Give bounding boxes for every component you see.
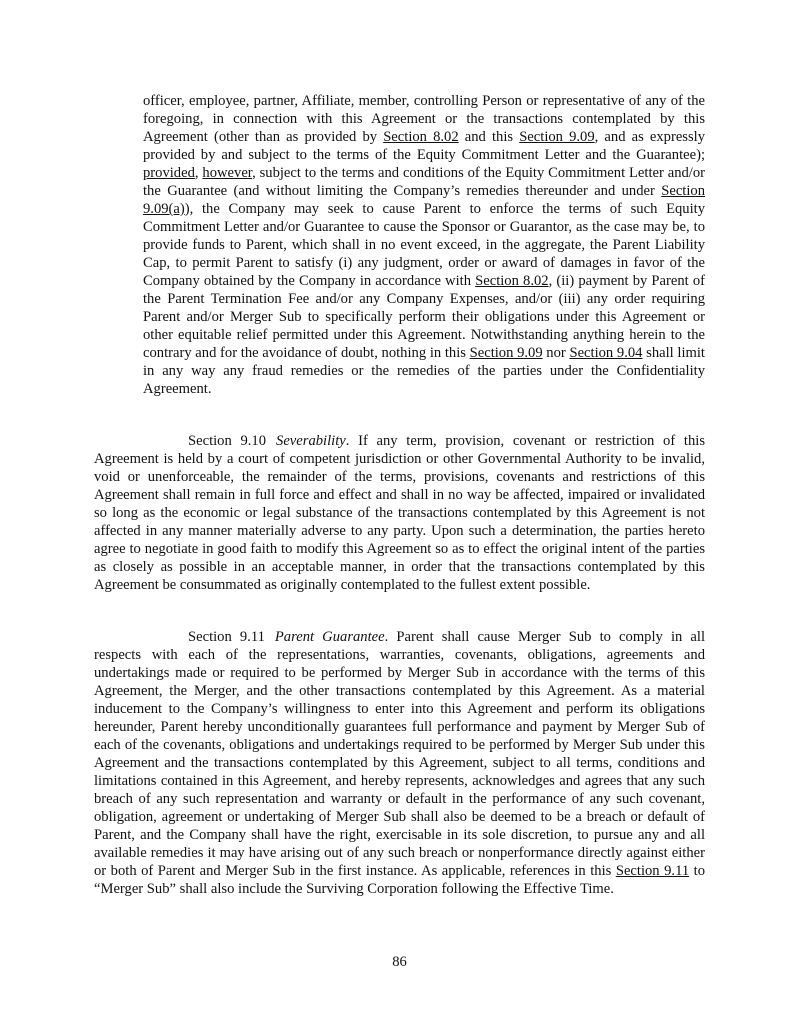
- text-run: and this: [458, 129, 520, 145]
- cross-reference: Section 8.02: [475, 273, 549, 289]
- cross-reference: Section 9.09: [469, 345, 543, 361]
- section-9-10-paragraph: [94, 432, 705, 594]
- text-run: , (ii) payment by Parent of the Parent Termination Fee and/or any Company Expenses, and/or (iii) any order requiring Parent and/or Merger Sub to specifically perform their obligations under this Agreement or other equitable relief permitted under this Agreement. Notwithstanding anything herein to the contrary and for the avoidance of doubt, nothing in this: [143, 273, 705, 361]
- text-run: officer, employee, partner, Affiliate, member, controlling Person or representative of any of the foregoing, in connection with this Agreement or the transactions contemplated by this Agreement (other than as provided by: [143, 93, 705, 145]
- page-number: 86: [392, 954, 407, 970]
- text-run: nor: [542, 345, 570, 361]
- provided-term: provided: [143, 165, 195, 181]
- cross-reference: Section 9.11: [615, 863, 690, 879]
- section-number: Section 9.11: [188, 629, 265, 645]
- cross-reference: Section 9.04: [569, 345, 643, 361]
- cross-reference: Section 9.09(a): [143, 183, 705, 217]
- text-run: ,: [194, 165, 203, 181]
- cross-reference: Section 8.02: [383, 129, 459, 145]
- text-run: , and as expressly provided by and subject to the terms of the Equity Commitment Letter and the Guarantee);: [143, 129, 706, 163]
- text-run: ), the Company may seek to cause Parent to enforce the terms of such Equity Commitment Letter and/or Guarantee to cause the Sponsor or Guarantor, as the case may be, to provide funds to Parent, which shall in no event exceed, in the aggregate, the Parent Liability Cap, to permit Parent to satisfy (i) any judgment, order or award of damages in favor of the Company obtained by the Company in accordance with: [143, 201, 705, 289]
- section-9-11-paragraph: [94, 628, 705, 898]
- cross-reference: Section 9.09: [519, 129, 595, 145]
- section-body: . If any term, provision, covenant or restriction of this Agreement is held by a court of competent jurisdiction or other Governmental Authority to be invalid, void or unenforceable, the remainder of the terms, provisions, covenants and restrictions of this Agreement shall remain in full force and effect and shall in no way be affected, impaired or invalidated so long as the economic or legal substance of the transactions contemplated by this Agreement is not affected in any manner materially adverse to any party. Upon such a determination, the parties hereto agree to negotiate in good faith to modify this Agreement so as to effect the original intent of the parties as closely as possible in an acceptable manner, in order that the transactions contemplated by this Agreement be consummated as originally contemplated to the fullest extent possible.: [94, 433, 705, 593]
- text-run: , subject to the terms and conditions of the Equity Commitment Letter and/or the Guarantee (and without limiting the Company’s remedies thereunder and under: [143, 165, 705, 199]
- section-number: Section 9.10: [188, 433, 267, 449]
- continuation-paragraph: [143, 92, 705, 398]
- text-run: shall limit in any way any fraud remedies or the remedies of the parties under the Confidentiality Agreement.: [143, 345, 705, 397]
- text-run: to “Merger Sub” shall also include the Surviving Corporation following the Effective Time.: [94, 863, 705, 897]
- section-heading: Severability: [276, 433, 346, 449]
- however-term: however: [202, 165, 253, 181]
- section-body: . Parent shall cause Merger Sub to comply in all respects with each of the representations, warranties, covenants, obligations, agreements and undertakings made or required to be performed by Merger Sub in accordance with the terms of this Agreement, the Merger, and the other transactions contemplated by this Agreement. As a material inducement to the Company’s willingness to enter into this Agreement and perform its obligations hereunder, Parent hereby unconditionally guarantees full performance and payment by Merger Sub of each of the covenants, obligations and undertakings required to be performed by Merger Sub under this Agreement and the transactions contemplated by this Agreement, subject to all terms, conditions and limitations contained in this Agreement, and hereby represents, acknowledges and agrees that any such breach of any such representation and warranty or default in the performance of any such covenant, obligation, agreement or undertaking of Merger Sub shall also be deemed to be a breach or default of Parent, and the Company shall have the right, exercisable in its sole discretion, to pursue any and all available remedies it may have arising out of any such breach or nonperformance directly against either or both of Parent and Merger Sub in the first instance. As applicable, references in this: [94, 629, 705, 879]
- section-heading: Parent Guarantee: [274, 629, 385, 645]
